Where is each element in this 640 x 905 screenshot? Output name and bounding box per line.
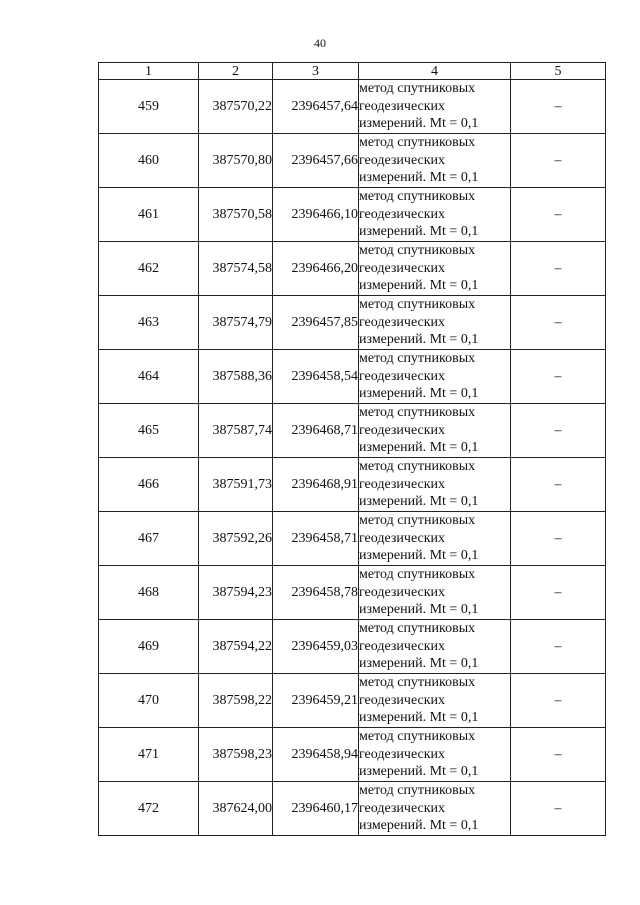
- y-coordinate-cell: 2396466,10: [273, 188, 359, 242]
- method-line: метод спутниковых: [359, 189, 476, 205]
- header-row: [99, 63, 606, 80]
- table-row: [99, 404, 606, 458]
- method-line: измерений. Mt = 0,1: [359, 548, 479, 564]
- method-line: метод спутниковых: [359, 81, 476, 97]
- method-line: геодезических: [359, 746, 446, 762]
- method-line: метод спутниковых: [359, 513, 476, 529]
- y-coordinate-cell: 2396468,91: [273, 458, 359, 512]
- method-cell: [359, 350, 511, 404]
- method-line: метод спутниковых: [359, 135, 476, 151]
- y-coordinate-cell: 2396468,71: [273, 404, 359, 458]
- header-col-2: 2: [199, 63, 273, 80]
- method-line: геодезических: [359, 692, 446, 708]
- method-line: геодезических: [359, 476, 446, 492]
- x-coordinate-cell: 387594,22: [199, 620, 273, 674]
- method-cell: [359, 620, 511, 674]
- y-coordinate-cell: 2396458,78: [273, 566, 359, 620]
- method-line: метод спутниковых: [359, 621, 476, 637]
- y-coordinate-cell: 2396457,64: [273, 80, 359, 134]
- note-cell: –: [511, 80, 606, 134]
- method-cell: [359, 458, 511, 512]
- method-line: метод спутниковых: [359, 459, 476, 475]
- x-coordinate-cell: 387598,22: [199, 674, 273, 728]
- y-coordinate-cell: 2396459,03: [273, 620, 359, 674]
- y-coordinate-cell: 2396459,21: [273, 674, 359, 728]
- method-line: геодезических: [359, 98, 446, 114]
- table-row: [99, 242, 606, 296]
- method-line: геодезических: [359, 260, 446, 276]
- table-row: [99, 350, 606, 404]
- note-cell: –: [511, 458, 606, 512]
- method-line: геодезических: [359, 638, 446, 654]
- table-row: [99, 188, 606, 242]
- point-number-cell: 468: [99, 566, 199, 620]
- point-number-cell: 469: [99, 620, 199, 674]
- method-line: метод спутниковых: [359, 297, 476, 313]
- method-cell: [359, 242, 511, 296]
- point-number-cell: 460: [99, 134, 199, 188]
- x-coordinate-cell: 387598,23: [199, 728, 273, 782]
- method-line: геодезических: [359, 800, 446, 816]
- point-number-cell: 470: [99, 674, 199, 728]
- header-col-3: 3: [273, 63, 359, 80]
- table-row: [99, 134, 606, 188]
- table-row: [99, 296, 606, 350]
- method-line: геодезических: [359, 206, 446, 222]
- coordinates-table: [98, 62, 606, 836]
- point-number-cell: 466: [99, 458, 199, 512]
- method-line: измерений. Mt = 0,1: [359, 440, 479, 456]
- method-cell: [359, 134, 511, 188]
- method-line: метод спутниковых: [359, 675, 476, 691]
- x-coordinate-cell: 387592,26: [199, 512, 273, 566]
- point-number-cell: 462: [99, 242, 199, 296]
- method-line: метод спутниковых: [359, 729, 476, 745]
- table-row: [99, 728, 606, 782]
- note-cell: –: [511, 350, 606, 404]
- x-coordinate-cell: 387574,58: [199, 242, 273, 296]
- table-row: [99, 566, 606, 620]
- x-coordinate-cell: 387591,73: [199, 458, 273, 512]
- method-line: измерений. Mt = 0,1: [359, 170, 479, 186]
- method-line: измерений. Mt = 0,1: [359, 224, 479, 240]
- note-cell: –: [511, 404, 606, 458]
- method-line: геодезических: [359, 152, 446, 168]
- method-line: измерений. Mt = 0,1: [359, 764, 479, 780]
- note-cell: –: [511, 242, 606, 296]
- method-line: метод спутниковых: [359, 405, 476, 421]
- y-coordinate-cell: 2396458,54: [273, 350, 359, 404]
- point-number-cell: 471: [99, 728, 199, 782]
- x-coordinate-cell: 387570,80: [199, 134, 273, 188]
- y-coordinate-cell: 2396458,71: [273, 512, 359, 566]
- table-row: [99, 80, 606, 134]
- method-cell: [359, 188, 511, 242]
- note-cell: –: [511, 620, 606, 674]
- note-cell: –: [511, 782, 606, 836]
- note-cell: –: [511, 566, 606, 620]
- method-line: геодезических: [359, 422, 446, 438]
- method-line: измерений. Mt = 0,1: [359, 818, 479, 834]
- header-col-5: 5: [511, 63, 606, 80]
- x-coordinate-cell: 387570,22: [199, 80, 273, 134]
- note-cell: –: [511, 728, 606, 782]
- point-number-cell: 459: [99, 80, 199, 134]
- method-line: геодезических: [359, 530, 446, 546]
- method-cell: [359, 674, 511, 728]
- method-line: измерений. Mt = 0,1: [359, 494, 479, 510]
- method-line: метод спутниковых: [359, 783, 476, 799]
- x-coordinate-cell: 387588,36: [199, 350, 273, 404]
- table-body: [99, 80, 606, 836]
- method-line: измерений. Mt = 0,1: [359, 602, 479, 618]
- method-cell: [359, 566, 511, 620]
- table-row: [99, 512, 606, 566]
- method-cell: [359, 404, 511, 458]
- method-cell: [359, 296, 511, 350]
- table-row: [99, 620, 606, 674]
- method-line: геодезических: [359, 584, 446, 600]
- point-number-cell: 461: [99, 188, 199, 242]
- point-number-cell: 464: [99, 350, 199, 404]
- y-coordinate-cell: 2396460,17: [273, 782, 359, 836]
- y-coordinate-cell: 2396466,20: [273, 242, 359, 296]
- x-coordinate-cell: 387594,23: [199, 566, 273, 620]
- x-coordinate-cell: 387570,58: [199, 188, 273, 242]
- method-line: геодезических: [359, 368, 446, 384]
- x-coordinate-cell: 387624,00: [199, 782, 273, 836]
- y-coordinate-cell: 2396457,66: [273, 134, 359, 188]
- point-number-cell: 463: [99, 296, 199, 350]
- header-col-1: 1: [99, 63, 199, 80]
- table-row: [99, 674, 606, 728]
- method-line: метод спутниковых: [359, 351, 476, 367]
- y-coordinate-cell: 2396458,94: [273, 728, 359, 782]
- note-cell: –: [511, 512, 606, 566]
- table-row: [99, 782, 606, 836]
- method-line: измерений. Mt = 0,1: [359, 278, 479, 294]
- method-cell: [359, 80, 511, 134]
- method-cell: [359, 728, 511, 782]
- method-line: измерений. Mt = 0,1: [359, 710, 479, 726]
- header-col-4: 4: [359, 63, 511, 80]
- note-cell: –: [511, 188, 606, 242]
- method-cell: [359, 782, 511, 836]
- note-cell: –: [511, 674, 606, 728]
- point-number-cell: 472: [99, 782, 199, 836]
- y-coordinate-cell: 2396457,85: [273, 296, 359, 350]
- point-number-cell: 467: [99, 512, 199, 566]
- note-cell: –: [511, 134, 606, 188]
- method-cell: [359, 512, 511, 566]
- method-line: метод спутниковых: [359, 567, 476, 583]
- method-line: измерений. Mt = 0,1: [359, 116, 479, 132]
- method-line: измерений. Mt = 0,1: [359, 656, 479, 672]
- table-row: [99, 458, 606, 512]
- method-line: измерений. Mt = 0,1: [359, 332, 479, 348]
- method-line: измерений. Mt = 0,1: [359, 386, 479, 402]
- method-line: метод спутниковых: [359, 243, 476, 259]
- x-coordinate-cell: 387574,79: [199, 296, 273, 350]
- method-line: геодезических: [359, 314, 446, 330]
- page-number: 40: [314, 36, 326, 50]
- x-coordinate-cell: 387587,74: [199, 404, 273, 458]
- point-number-cell: 465: [99, 404, 199, 458]
- note-cell: –: [511, 296, 606, 350]
